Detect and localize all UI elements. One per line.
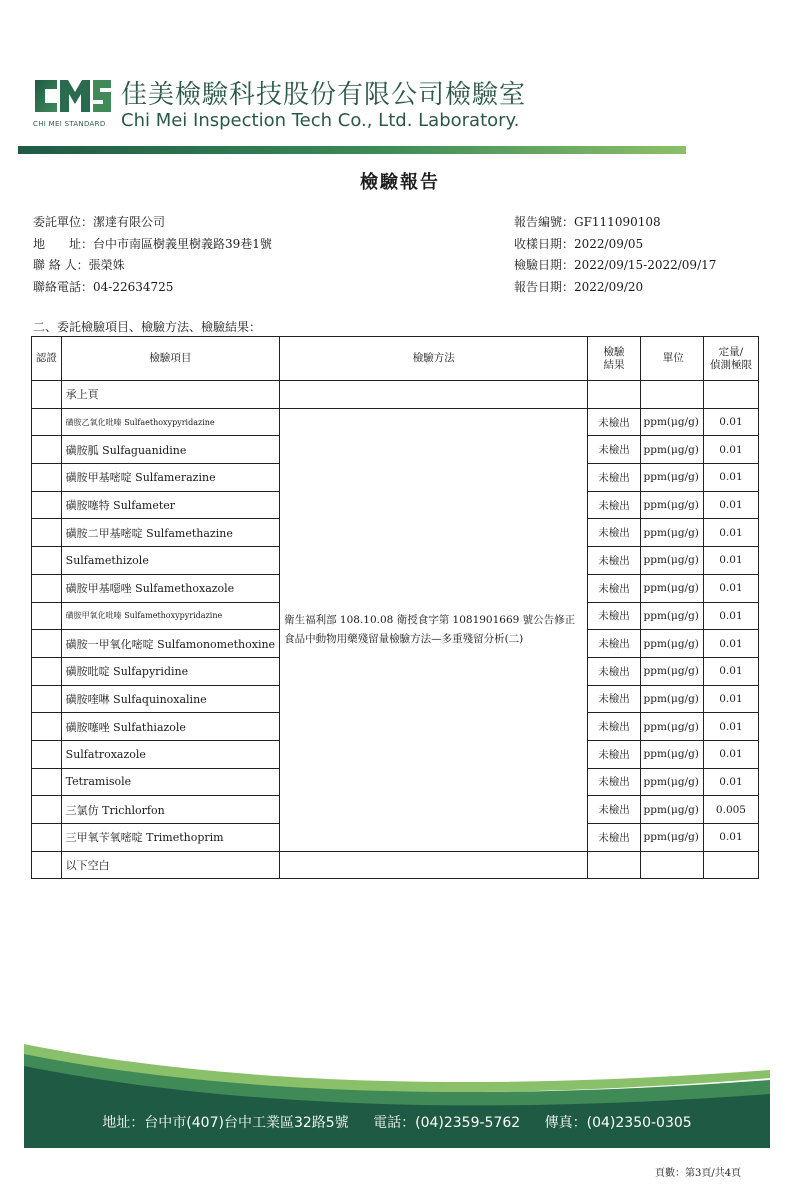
report-number: 報告編號：GF111090108 bbox=[514, 215, 661, 229]
result-cell: 未檢出 bbox=[588, 464, 640, 492]
header-divider-bar bbox=[18, 146, 686, 154]
cert-cell bbox=[32, 491, 62, 519]
result-cell-empty bbox=[588, 381, 640, 409]
cert-cell bbox=[32, 851, 62, 879]
cert-cell bbox=[32, 824, 62, 852]
cert-cell bbox=[32, 464, 62, 492]
limit-cell-empty bbox=[703, 381, 758, 409]
table-row-continued bbox=[32, 381, 759, 409]
result-cell: 未檢出 bbox=[588, 547, 640, 575]
cert-cell bbox=[32, 740, 62, 768]
company-logo bbox=[33, 74, 113, 130]
result-cell: 未檢出 bbox=[588, 657, 640, 685]
unit-cell: ppm(μg/g) bbox=[640, 824, 703, 852]
unit-cell: ppm(μg/g) bbox=[640, 436, 703, 464]
item-cell: Sulfamethizole bbox=[61, 547, 279, 575]
table-row bbox=[32, 408, 759, 436]
item-cell: 磺胺噻唑 Sulfathiazole bbox=[61, 713, 279, 741]
cert-cell bbox=[32, 381, 62, 409]
header-item: 檢驗項目 bbox=[61, 337, 279, 381]
limit-cell: 0.005 bbox=[703, 796, 758, 824]
unit-cell: ppm(μg/g) bbox=[640, 740, 703, 768]
report-info bbox=[514, 212, 716, 298]
limit-cell: 0.01 bbox=[703, 713, 758, 741]
result-cell: 未檢出 bbox=[588, 768, 640, 796]
unit-cell: ppm(μg/g) bbox=[640, 602, 703, 630]
header-limit-line1: 定量/ bbox=[718, 345, 744, 358]
unit-cell-empty bbox=[640, 851, 703, 879]
client-address: 地 址：台中市南區樹義里樹義路39巷1號 bbox=[33, 236, 272, 251]
client-name: 委託單位：潔達有限公司 bbox=[33, 215, 166, 229]
cert-cell bbox=[32, 602, 62, 630]
header-limit-line2: 偵測極限 bbox=[709, 358, 752, 371]
section-title: 二、委託檢驗項目、檢驗方法、檢驗結果： bbox=[33, 320, 262, 334]
limit-cell-empty bbox=[703, 851, 758, 879]
result-cell: 未檢出 bbox=[588, 685, 640, 713]
continued-label: 承上頁 bbox=[61, 381, 279, 409]
inspection-date: 檢驗日期：2022/09/15-2022/09/17 bbox=[514, 258, 717, 272]
result-cell: 未檢出 bbox=[588, 408, 640, 436]
unit-cell: ppm(μg/g) bbox=[640, 630, 703, 658]
cert-cell bbox=[32, 685, 62, 713]
sample-received-date: 收樣日期：2022/09/05 bbox=[514, 236, 644, 251]
result-cell: 未檢出 bbox=[588, 740, 640, 768]
page-number: 頁數：第3頁/共4頁 bbox=[655, 1168, 742, 1179]
limit-cell: 0.01 bbox=[703, 574, 758, 602]
result-cell: 未檢出 bbox=[588, 519, 640, 547]
limit-cell: 0.01 bbox=[703, 685, 758, 713]
cert-cell bbox=[32, 408, 62, 436]
limit-cell: 0.01 bbox=[703, 602, 758, 630]
company-name-en: Chi Mei Inspection Tech Co., Ltd. Laboratory. bbox=[121, 110, 520, 131]
unit-cell: ppm(μg/g) bbox=[640, 713, 703, 741]
result-cell: 未檢出 bbox=[588, 630, 640, 658]
unit-cell: ppm(μg/g) bbox=[640, 796, 703, 824]
unit-cell-empty bbox=[640, 381, 703, 409]
results-table bbox=[31, 336, 759, 879]
unit-cell: ppm(μg/g) bbox=[640, 574, 703, 602]
item-cell: 三甲氧苄氧嘧啶 Trimethoprim bbox=[61, 824, 279, 852]
footer-contact bbox=[24, 1112, 770, 1132]
result-cell: 未檢出 bbox=[588, 574, 640, 602]
header-unit: 單位 bbox=[640, 337, 703, 381]
item-cell: 磺胺乙氧化吡嗪 Sulfaethoxypyridazine bbox=[61, 408, 279, 436]
cert-cell bbox=[32, 768, 62, 796]
unit-cell: ppm(μg/g) bbox=[640, 768, 703, 796]
report-date: 報告日期：2022/09/20 bbox=[514, 279, 644, 294]
header-method: 檢驗方法 bbox=[280, 337, 588, 381]
header-result-line2: 結果 bbox=[603, 358, 625, 371]
end-label: 以下空白 bbox=[61, 851, 279, 879]
unit-cell: ppm(μg/g) bbox=[640, 685, 703, 713]
footer-address: 地址：台中市(407)台中工業區32路5號 bbox=[102, 1115, 349, 1131]
method-cell: 衛生福利部 108.10.08 衛授食字第 1081901669 號公告修正食品中動物用藥殘留量檢驗方法—多重殘留分析(二) bbox=[280, 408, 588, 851]
unit-cell: ppm(μg/g) bbox=[640, 491, 703, 519]
item-cell: 磺胺甲基嘧啶 Sulfamerazine bbox=[61, 464, 279, 492]
table-header-row bbox=[32, 337, 759, 381]
cert-cell bbox=[32, 574, 62, 602]
item-cell: 磺胺甲基噁唑 Sulfamethoxazole bbox=[61, 574, 279, 602]
limit-cell: 0.01 bbox=[703, 436, 758, 464]
header-cert: 認證 bbox=[32, 337, 62, 381]
result-cell: 未檢出 bbox=[588, 491, 640, 519]
cert-cell bbox=[32, 519, 62, 547]
item-cell: 磺胺胍 Sulfaguanidine bbox=[61, 436, 279, 464]
method-cell-empty bbox=[280, 381, 588, 409]
result-cell: 未檢出 bbox=[588, 796, 640, 824]
unit-cell: ppm(μg/g) bbox=[640, 464, 703, 492]
limit-cell: 0.01 bbox=[703, 768, 758, 796]
footer-banner bbox=[24, 1044, 770, 1148]
method-cell-empty bbox=[280, 851, 588, 879]
unit-cell: ppm(μg/g) bbox=[640, 519, 703, 547]
limit-cell: 0.01 bbox=[703, 408, 758, 436]
logo-subtitle: CHI MEI STANDARD bbox=[33, 120, 106, 128]
header-limit bbox=[703, 337, 758, 381]
footer-fax: 傳真：(04)2350-0305 bbox=[544, 1115, 692, 1131]
table-row-end bbox=[32, 851, 759, 879]
item-cell: Sulfatroxazole bbox=[61, 740, 279, 768]
client-phone: 聯絡電話：04-22634725 bbox=[33, 279, 174, 294]
cert-cell bbox=[32, 547, 62, 575]
footer-phone: 電話：(04)2359-5762 bbox=[373, 1115, 521, 1131]
item-cell: 磺胺吡啶 Sulfapyridine bbox=[61, 657, 279, 685]
cert-cell bbox=[32, 630, 62, 658]
limit-cell: 0.01 bbox=[703, 740, 758, 768]
document-title: 檢驗報告 bbox=[360, 172, 440, 193]
limit-cell: 0.01 bbox=[703, 519, 758, 547]
cert-cell bbox=[32, 713, 62, 741]
result-cell: 未檢出 bbox=[588, 713, 640, 741]
result-cell: 未檢出 bbox=[588, 824, 640, 852]
result-cell-empty bbox=[588, 851, 640, 879]
item-cell: 磺胺喹啉 Sulfaquinoxaline bbox=[61, 685, 279, 713]
cert-cell bbox=[32, 657, 62, 685]
cms-logo-icon bbox=[33, 74, 113, 118]
unit-cell: ppm(μg/g) bbox=[640, 547, 703, 575]
header-result bbox=[588, 337, 640, 381]
item-cell: Tetramisole bbox=[61, 768, 279, 796]
limit-cell: 0.01 bbox=[703, 464, 758, 492]
item-cell: 磺胺二甲基嘧啶 Sulfamethazine bbox=[61, 519, 279, 547]
cert-cell bbox=[32, 796, 62, 824]
result-cell: 未檢出 bbox=[588, 436, 640, 464]
client-info bbox=[33, 212, 272, 298]
item-cell: 磺胺噻特 Sulfameter bbox=[61, 491, 279, 519]
header-result-line1: 檢驗 bbox=[603, 345, 625, 358]
cert-cell bbox=[32, 436, 62, 464]
item-cell: 磺胺一甲氧化嘧啶 Sulfamonomethoxine bbox=[61, 630, 279, 658]
limit-cell: 0.01 bbox=[703, 630, 758, 658]
item-cell: 磺胺甲氧化吡嗪 Sulfamethoxypyridazine bbox=[61, 602, 279, 630]
client-contact: 聯 絡 人：張榮姝 bbox=[33, 258, 125, 272]
limit-cell: 0.01 bbox=[703, 491, 758, 519]
item-cell: 三氯仿 Trichlorfon bbox=[61, 796, 279, 824]
unit-cell: ppm(μg/g) bbox=[640, 657, 703, 685]
limit-cell: 0.01 bbox=[703, 547, 758, 575]
limit-cell: 0.01 bbox=[703, 824, 758, 852]
company-name-zh: 佳美檢驗科技股份有限公司檢驗室 bbox=[121, 80, 527, 110]
unit-cell: ppm(μg/g) bbox=[640, 408, 703, 436]
result-cell: 未檢出 bbox=[588, 602, 640, 630]
limit-cell: 0.01 bbox=[703, 657, 758, 685]
